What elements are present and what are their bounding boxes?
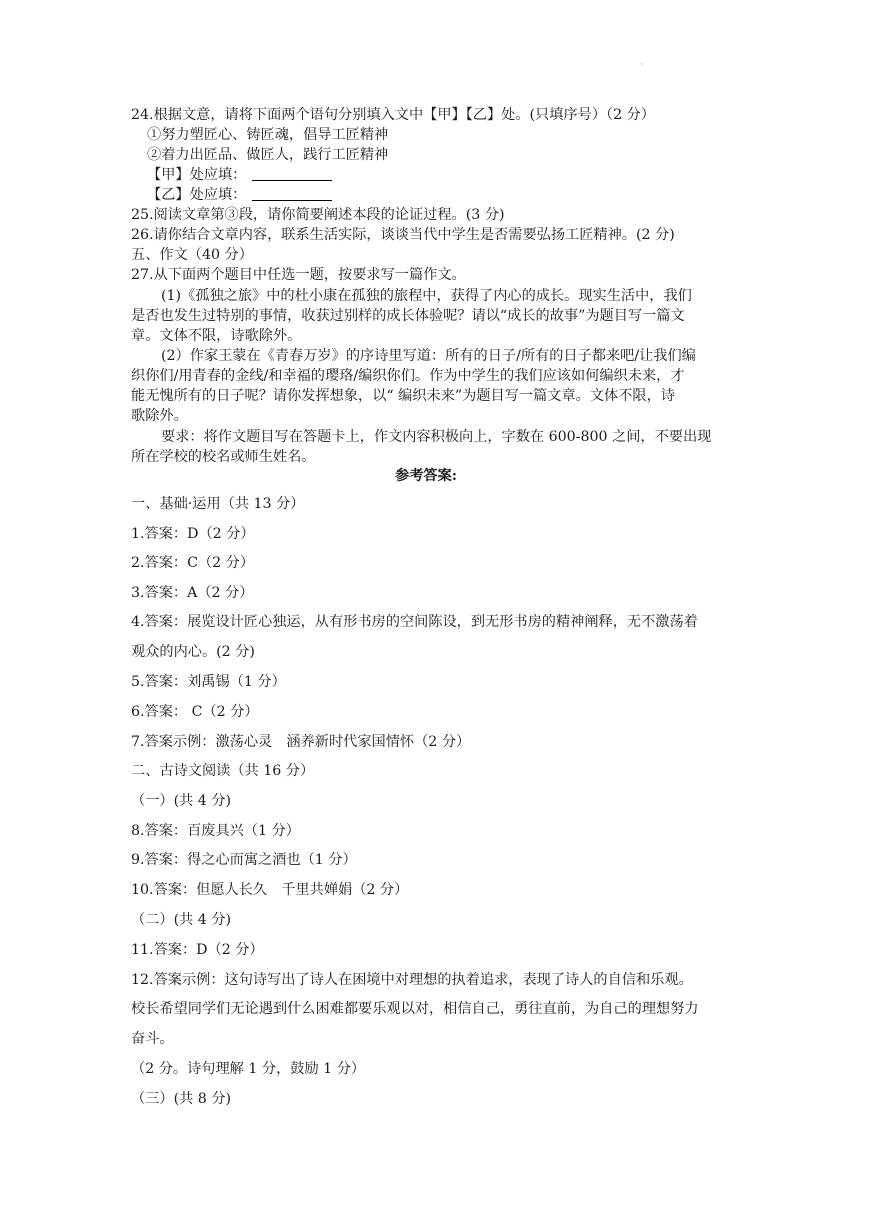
answer-10: 10.答案：但愿人长久 千里共婵娟（2 分）: [131, 882, 409, 898]
option-2: ②着力出匠品、做匠人，践行工匠精神: [147, 147, 389, 163]
answers-section-two: 二、古诗文阅读（共 16 分）: [131, 763, 315, 779]
answer-5: 5.答案：刘禹锡（1 分）: [131, 674, 286, 690]
answer-12-line-1: 12.答案示例：这句诗写出了诗人在困境中对理想的执着追求，表现了诗人的自信和乐观。: [131, 972, 693, 988]
fill-jia: [147, 165, 332, 185]
option-1: ①努力塑匠心、铸匠魂，倡导工匠精神: [147, 127, 389, 143]
answer-4-line-1: 4.答案：展览设计匠心独运，从有形书房的空间陈设，到无形书房的精神阐释，无不激荡着: [131, 614, 698, 630]
answer-12-line-3: 奋斗。: [131, 1031, 174, 1047]
answers-section-one: 一、基础·运用（共 13 分）: [131, 496, 305, 512]
answers-subsection-2: （二）(共 4 分): [131, 912, 232, 928]
essay-topic-1-line-3: 章。文体不限，诗歌除外。: [131, 328, 302, 344]
essay-requirement-line-1: 要求：将作文题目写在答题卡上，作文内容积极向上，字数在 600-800 之间，不要出现: [161, 429, 712, 445]
question-25: 25.阅读文章第③段，请你简要阐述本段的论证过程。(3 分): [131, 207, 505, 223]
question-26: 26.请你结合文章内容，联系生活实际，谈谈当代中学生是否需要弘扬工匠精神。(2 分): [131, 227, 675, 243]
answer-12-line-2: 校长希望同学们无论遇到什么困难都要乐观以对，相信自己，勇往直前，为自己的理想努力: [131, 1001, 699, 1017]
essay-topic-2-line-3: 能无愧所有的日子呢？请你发挥想象，以“ 编织未来”为题目写一篇文章。文体不限，诗: [131, 388, 675, 404]
essay-topic-1-line-2: 是否也发生过特别的事情，收获过别样的成长体验呢？请以“成长的故事”为题目写一篇文: [131, 308, 685, 324]
essay-topic-2-line-1: (2）作家王蒙在《青春万岁》的序诗里写道：所有的日子/所有的日子都来吧/让我们编: [161, 348, 696, 364]
answer-2: 2.答案：C（2 分）: [131, 555, 255, 571]
answer-3: 3.答案：A（2 分）: [131, 585, 254, 601]
answer-7: 7.答案示例：激荡心灵 涵养新时代家国情怀（2 分）: [131, 734, 471, 750]
fill-yi-label: 【乙】处应填：: [147, 187, 247, 203]
fill-yi-blank: [252, 186, 332, 201]
answer-4-line-2: 观众的内心。(2 分): [131, 644, 255, 660]
fill-jia-blank: [252, 166, 332, 181]
page-mark: ': [641, 62, 644, 71]
section-five-heading: 五、作文（40 分）: [131, 247, 253, 263]
question-27: 27.从下面两个题目中任选一题，按要求写一篇作文。: [131, 267, 466, 283]
answers-subsection-1: （一）(共 4 分): [131, 793, 232, 809]
essay-topic-2-line-2: 织你们/用青春的金线/和幸福的璎珞/编织你们。作为中学生的我们应该如何编织未来，才: [131, 368, 685, 384]
answer-6: 6.答案： C（2 分）: [131, 704, 259, 720]
question-24: 24.根据文意，请将下面两个语句分别填入文中【甲】【乙】处。(只填序号）（2 分）: [131, 107, 655, 123]
answers-title: 参考答案:: [395, 468, 457, 484]
answer-9: 9.答案：得之心而寓之酒也（1 分）: [131, 852, 357, 868]
fill-jia-label: 【甲】处应填：: [147, 167, 247, 183]
fill-yi: [147, 185, 332, 205]
answer-8: 8.答案：百废具兴（1 分）: [131, 823, 300, 839]
answers-subsection-3: （三）(共 8 分): [131, 1091, 232, 1107]
answer-1: 1.答案：D（2 分）: [131, 526, 255, 542]
answer-12-scoring: （2 分。诗句理解 1 分，鼓励 1 分）: [131, 1061, 366, 1077]
answer-11: 11.答案：D（2 分）: [131, 942, 264, 958]
essay-requirement-line-2: 所在学校的校名或师生姓名。: [131, 449, 316, 465]
essay-topic-2-line-4: 歌除外。: [131, 408, 188, 424]
essay-topic-1-line-1: (1)《孤独之旅》中的杜小康在孤独的旅程中，获得了内心的成长。现实生活中，我们: [161, 288, 692, 304]
